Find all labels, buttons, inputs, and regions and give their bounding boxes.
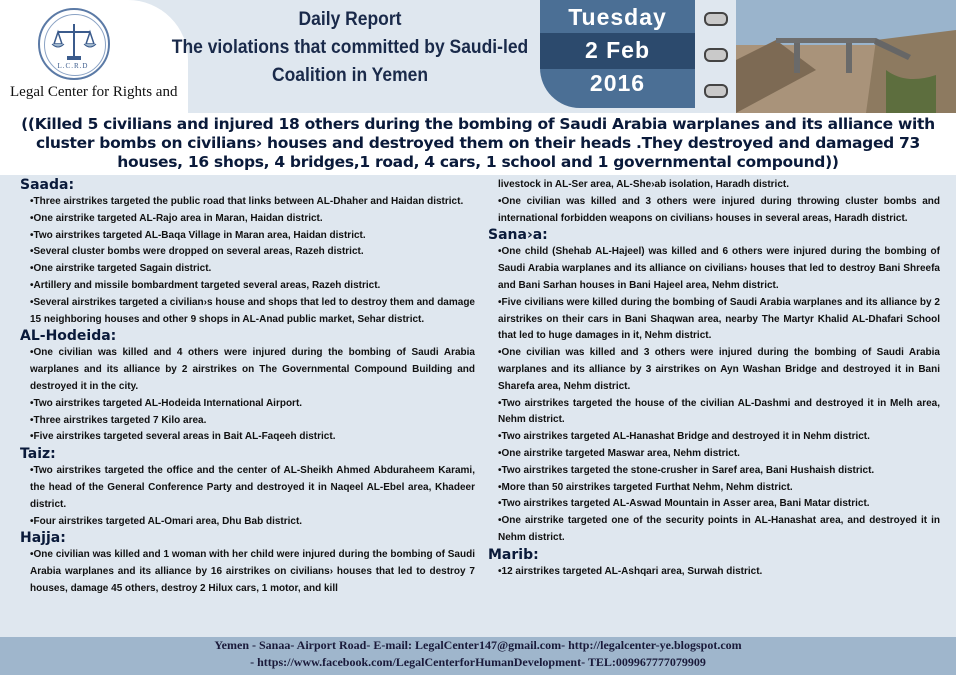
logo-area xyxy=(0,0,188,113)
report-header xyxy=(0,0,956,113)
summary-text: ((Killed 5 civilians and injured 18 others during the bombing of Saudi Arabia warplanes and its alliance with cluster bombs on civilians› houses and destroyed them on their heads .They destroyed and damaged 73 houses, 16 shops, 4 bridges,1 road, 4 cars, 1 school and 1 governmental compound)) xyxy=(21,115,935,171)
list-item: •Artillery and missile bombardment targeted several areas, Razeh district. xyxy=(30,279,381,291)
section-title: AL-Hodeida: xyxy=(20,328,117,345)
section-hajja-continued xyxy=(488,177,940,227)
section-taiz xyxy=(20,446,475,530)
section-sanaa xyxy=(488,227,940,546)
binder-rings xyxy=(704,10,728,110)
date-day-month: 2 Feb xyxy=(584,37,651,63)
date-day: Tuesday xyxy=(568,4,667,30)
date-year: 2016 xyxy=(589,70,646,96)
title-line-1: Daily Report xyxy=(298,9,402,30)
list-item: •Two airstrikes targeted the house of the civilian AL-Dashmi and destroyed it in Melh area, Nehm district. xyxy=(498,397,940,426)
list-item: livestock in AL-Ser area, AL-She›ab isolation, Haradh district. xyxy=(498,179,789,190)
section-hajja xyxy=(20,530,475,597)
list-item: •One airstrike targeted Maswar area, Nehm district. xyxy=(498,447,740,459)
list-item: •Three airstrikes targeted the public road that links between AL-Dhaher and Haidan district. xyxy=(30,196,464,207)
section-saada xyxy=(20,177,475,328)
section-title: Saada: xyxy=(20,177,75,193)
list-item: •One airstrike targeted one of the security points in AL-Hanashat area, and destroyed it in Nehm district. xyxy=(498,515,940,543)
section-title: Sana›a: xyxy=(488,227,548,244)
section-title: Hajja: xyxy=(20,530,66,547)
list-item: •One child (Shehab AL-Hajeel) was killed and 6 others were injured during the bombing of Saudi Arabia warplanes and its alliance on civilians› houses that led to destroy Bani Shreefa and Bani Sarhan houses in Bani Hajeel area, Nehm district. xyxy=(498,246,940,291)
section-al-hodeida xyxy=(20,328,475,446)
report-body xyxy=(0,175,956,637)
section-title: Taiz: xyxy=(20,446,56,463)
list-item: •One civilian was killed and 3 others were injured during throwing cluster bombs and international forbidden weapons on civilians› houses in several areas, Haradh district. xyxy=(498,195,940,224)
list-item: •12 airstrikes targeted AL-Ashqari area, Surwah district. xyxy=(498,565,763,577)
list-item: •Three airstrikes targeted 7 Kilo area. xyxy=(30,414,207,426)
list-item: •Two airstrikes targeted AL-Hanashat Bridge and destroyed it in Nehm district. xyxy=(498,431,870,443)
list-item: •More than 50 airstrikes targeted Furthat Nehm, Nehm district. xyxy=(498,481,793,493)
section-marib xyxy=(488,547,940,581)
list-item: •Two airstrikes targeted AL-Hodeida International Airport. xyxy=(30,397,303,409)
list-item: •Two airstrikes targeted the office and the center of AL-Sheikh Ahmed Abduraheem Karami, the head of the General Conference Party and destroyed it in Naqeel AL-Ebel area, Khadeer district. xyxy=(30,465,475,510)
contact-footer xyxy=(0,637,956,675)
organization-name: Legal Center for Rights and xyxy=(10,84,178,100)
title-line-3: Coalition in Yemen xyxy=(271,65,429,86)
logo-text: L.C.R.D xyxy=(57,62,89,70)
list-item: •One civilian was killed and 4 others were injured during the bombing of Saudi Arabia warplanes and its alliance by 2 airstrikes on The Governmental Compound Building and destroyed it in the city. xyxy=(30,347,475,392)
destroyed-bridge-photo xyxy=(736,0,956,113)
list-item: •Several airstrikes targeted a civilian›s house and shops that led to destroy them and damage 15 neighboring houses and other 9 shops in AL-Anad public market, Sehar district. xyxy=(30,296,475,325)
summary-banner xyxy=(0,113,956,175)
footer-line-1: Yemen - Sanaa- Airport Road- E-mail: LegalCenter147@gmail.com- http://legalcenter-ye.blogspot.com xyxy=(214,638,742,652)
list-item: •Five airstrikes targeted several areas in Bait AL-Faqeeh district. xyxy=(30,431,336,443)
list-item: •Five civilians were killed during the bombing of Saudi Arabia warplanes and its alliance by 2 airstrikes on their cars in Bani Shaqwan area, nearby The Martyr Khalid AL-Dhafari School that led to huge damages in it, Nehm district. xyxy=(498,296,940,342)
list-item: •Several cluster bombs were dropped on several areas, Razeh district. xyxy=(30,246,364,258)
date-box xyxy=(540,0,695,108)
list-item: •One civilian was killed and 1 woman with her child were injured during the bombing of Saudi Arabia warplanes and its alliance by 16 airstrikes on civilians› houses that led to destroy 7 houses, damage 45 others, destroy 2 Hilux cars, 1 motor, and kill xyxy=(30,549,475,594)
list-item: •One civilian was killed and 3 others were injured during the bombing of Saudi Arabia warplanes and its alliance by 3 airstrikes on Ayn Washan Bridge and destroyed it in Bani Sharefa area, Nehm district. xyxy=(498,347,940,392)
list-item: •One airstrike targeted AL-Rajo area in Maran, Haidan district. xyxy=(30,212,323,224)
list-item: •One airstrike targeted Sagain district. xyxy=(30,263,212,275)
section-title: Marib: xyxy=(488,546,539,563)
report-title xyxy=(166,6,534,90)
list-item: •Four airstrikes targeted AL-Omari area, Dhu Bab district. xyxy=(30,515,303,527)
left-column xyxy=(20,177,475,598)
right-column xyxy=(488,177,940,581)
list-item: •Two airstrikes targeted the stone-crusher in Saref area, Bani Hushaish district. xyxy=(498,464,875,476)
list-item: •Two airstrikes targeted AL-Aswad Mountain in Asser area, Bani Matar district. xyxy=(498,498,870,510)
footer-line-2: - https://www.facebook.com/LegalCenterforHumanDevelopment- TEL:009967777079909 xyxy=(250,655,706,669)
list-item: •Two airstrikes targeted AL-Baqa Village in Maran area, Haidan district. xyxy=(30,229,366,241)
title-line-2: The violations that committed by Saudi-led xyxy=(171,37,529,58)
